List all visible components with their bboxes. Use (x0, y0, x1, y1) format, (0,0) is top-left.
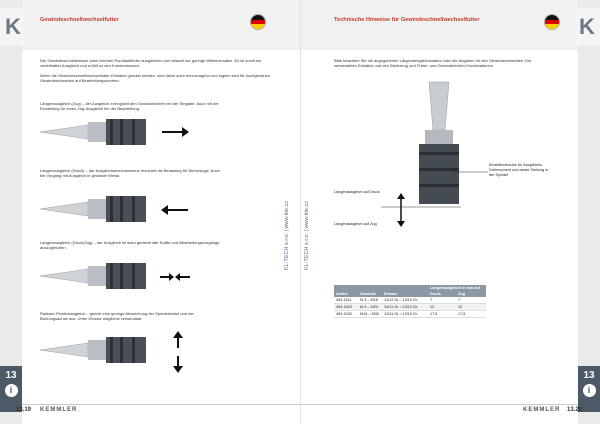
col-gewinde: Gewinde (360, 292, 376, 296)
cell: 12 (430, 305, 435, 309)
right-page (300, 0, 600, 424)
cell: 17,5 (458, 312, 466, 316)
section-text-zug: Längenausgleich (Zug) – der Ausgleich ermöglicht den Gewindebohrer bei der Eingabe. Auch mit der Einstellung für einen Zug-Ausgleich bei der Bearbeitung. (40, 101, 219, 112)
cell: 17,5 (430, 312, 438, 316)
cell: 7 (430, 298, 433, 302)
right-intro: Bitte beachten Sie die angegebenen Längenausgleichsdaten oder die Angaben für den Gewindeschneiden. Die verwendeten Einsätze und den Werkzeug und Futter- und Gewindebohrer-Kombinationen. (334, 58, 532, 69)
left-intro: Der Gewindeschnelleinsatz kann leichten Rundlauffehler ausgleichen und erlaubt nur geringe Mittenversätze. Es ist somit ein vorteilhafter Ausgleich und erfüllt so den Kundenwunsch. (40, 58, 262, 69)
kemmler-logo: K (574, 8, 600, 46)
label-druck: Längenausgleich auf Druck (334, 190, 381, 194)
right-page-title: Technische Hinweise für Gewindeschnellwechselfutter (334, 17, 480, 23)
cell: 454.1511 (336, 298, 352, 302)
label-adjust-screw: Einstellschraube für Ausgleichs-Drehmoment und axiale Stellung in der Spindel (489, 163, 549, 177)
info-icon: i (583, 384, 596, 397)
pointer-line (453, 168, 489, 176)
german-flag-icon (250, 14, 266, 30)
col-zug: Zug (458, 292, 465, 296)
arrow-both-icon (158, 267, 192, 287)
right-header (301, 0, 578, 50)
tool-holder-image (40, 116, 150, 148)
cell: M 5 – M24 (360, 305, 378, 309)
left-intro-2: Wenn die Gewindeschnellwechselfutter-Einsätze genutzt werden, sind diese auch hervorragend und eignen sich für hochgenaues Gewindeschneiden auf Bearbeitungszentren. (40, 73, 270, 84)
table-header (334, 285, 486, 297)
reference-line (381, 205, 461, 209)
chapter-tab[interactable] (578, 366, 600, 412)
tool-holder-image (40, 334, 150, 366)
cell: 454.1520 (336, 305, 352, 309)
left-vertical-text: KL-TECH s.r.o. | www.kte.cz (284, 201, 290, 270)
footer-divider (301, 404, 578, 405)
section-text-druck: Längenausgleich (Druck) – der Ausgleichsmechanismus reduziert die Belastung für Werkzeuge. Auch bei Vorgang mit Ausgleich in gewisser Weise. (40, 168, 220, 179)
header-span-label: Längenausgleich in mm auf (430, 286, 481, 290)
table-row (334, 311, 486, 318)
section-text-druck-zug: Längenausgleich (Druck/Zug) – der Ausgleich ist dazu gedacht alle Kräfte und Bearbeitungsvorgänge auszugleichen. (40, 240, 220, 251)
cell: 454.1530 (336, 312, 352, 316)
cell: M16 – M30 (360, 312, 379, 316)
cell: 12 (458, 305, 463, 309)
arrow-left-icon (160, 200, 190, 220)
footer-divider (22, 404, 300, 405)
table-body (334, 297, 486, 318)
arrow-up-down-icon (395, 192, 407, 228)
cell: M 3 – M16 (360, 298, 378, 302)
page-number: 13.20 (567, 407, 583, 413)
chapter-number: 13 (583, 370, 595, 381)
label-zug: Längenausgleich auf Zug (334, 222, 377, 226)
brand-name: KEMMLER (40, 407, 78, 413)
cell: 14/11 Gr. / 13/10 Gr. (384, 305, 419, 309)
info-icon: i (5, 384, 18, 397)
col-druck: Druck (430, 292, 441, 296)
tool-holder-vertical-image (409, 80, 469, 210)
right-sidebar (578, 0, 600, 424)
left-page-title: Gewindeschnellwechselfutter (40, 17, 119, 23)
tool-holder-image (40, 193, 150, 225)
section-text-radial: Radialer Pendelausgleich – gleicht eine geringe Abweichung der Spindelachse und der Bohrungsachse aus. Unter Einsatz möglichst verwendbar. (40, 311, 194, 322)
arrow-right-icon (160, 122, 190, 142)
german-flag-icon (544, 14, 560, 30)
arrow-up-down-icon (170, 330, 186, 374)
cell: 7 (458, 298, 461, 302)
col-einsatz: Einsatz (384, 292, 398, 296)
table-row (334, 304, 486, 311)
chapter-tab[interactable] (0, 366, 22, 412)
brand-name: KEMMLER (523, 407, 561, 413)
right-vertical-text: KL-TECH s.r.o. | www.kte.cz (304, 201, 310, 270)
chapter-number: 13 (5, 370, 17, 381)
cell: 14/11 Gr. / 13/10 Gr. (384, 312, 419, 316)
left-sidebar (0, 0, 22, 424)
col-artikel: Artikel (336, 292, 348, 296)
page-number: 13.19 (16, 407, 32, 413)
cell: 14/11 Gr. / 13/10 Gr. (384, 298, 419, 302)
tool-holder-image (40, 260, 150, 292)
kemmler-logo: K (0, 8, 26, 46)
spec-table (334, 285, 486, 318)
table-row (334, 297, 486, 304)
